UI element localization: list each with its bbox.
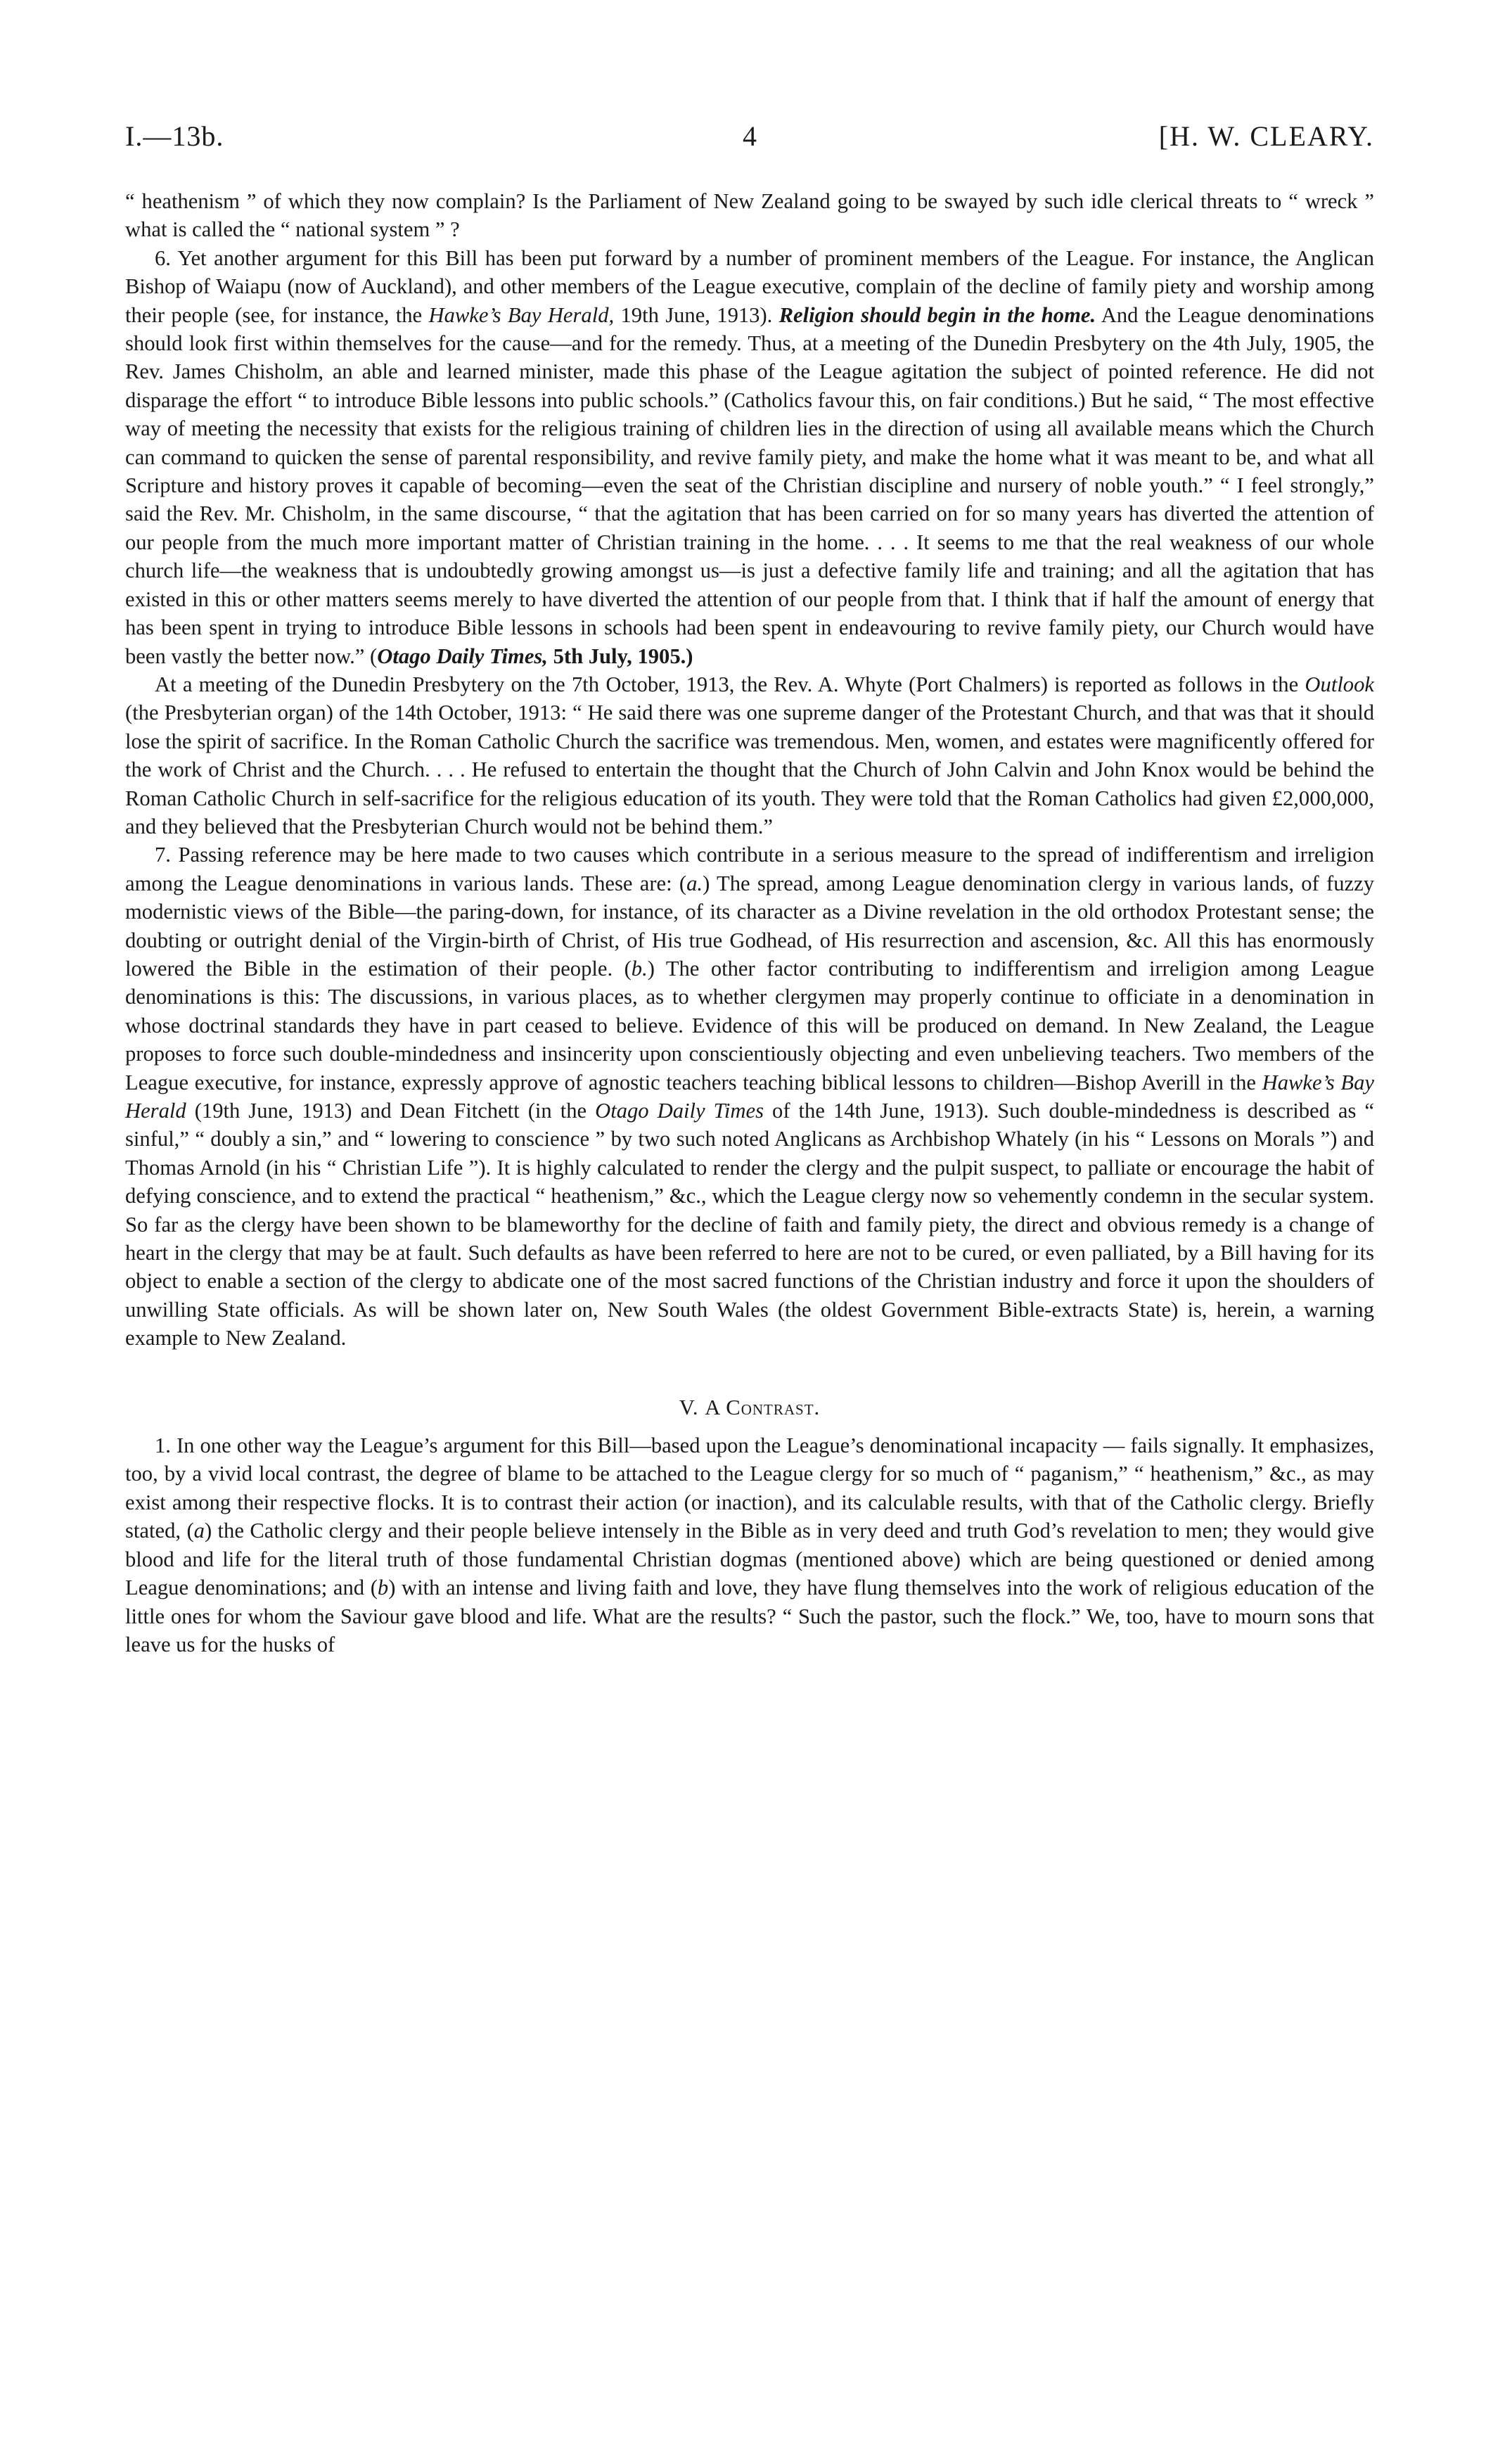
author-name: [H. W. CLEARY. — [1158, 120, 1374, 152]
page-number: 4 — [743, 120, 757, 152]
body-text — [125, 187, 1374, 1659]
paragraph-contrast: 1. In one other way the League’s argument for this Bill—based upon the League’s denominational incapacity — fails signally. It emphasizes, too, by a vivid local contrast, the degree of blame to be attached to the League clergy for so much of “ paganism,” “ heathenism,” &c., as may exist among their respective flocks. It is to contrast their action (or inaction), and its calculable results, with that of the Catholic clergy. Briefly stated, (a) the Catholic clergy and their people believe intensely in the Bible as in very deed and truth God’s revelation to men; they would give blood and life for the literal truth of those fundamental Christian dogmas (mentioned above) which are being questioned or denied among League denominations; and (b) with an intense and living faith and love, they have flung themselves into the work of religious education of the little ones for whom the Saviour gave blood and life. What are the results? “ Such the pastor, such the flock.” We, too, have to mourn sons that leave us for the husks of — [125, 1433, 1374, 1656]
paragraph-indifferentism: 7. Passing reference may be here made to two causes which contribute in a serious measure to the spread of indifferentism and irreligion among the League denominations in various lands. These are: (a.) The spread, among League denomination clergy in various lands, of fuzzy modernistic views of the Bible—the paring-down, for instance, of its character as a Divine revelation in the old orthodox Protestant sense; the doubting or outright denial of the Virgin-birth of Christ, of His true Godhead, of His resurrection and ascension, &c. All this has enormously lowered the Bible in the estimation of their people. (b.) The other factor contributing to indifferentism and irreligion among League denominations is this: The discussions, in various places, as to whether clergymen may properly continue to officiate in a denomination in whose doctrinal standards they have in part ceased to believe. Evidence of this will be produced on demand. In New Zealand, the League proposes to force such double-mindedness and insincerity upon conscientiously objecting and even unbelieving teachers. Two members of the League executive, for instance, expressly approve of agnostic teachers teaching biblical lessons to children—Bishop Averill in the Hawke’s Bay Herald (19th June, 1913) and Dean Fitchett (in the Otago Daily Times of the 14th June, 1913). Such double-mindedness is described as “ sinful,” “ doubly a sin,” and “ lowering to conscience ” by two such noted Anglicans as Archbishop Whately (in his “ Lessons on Morals ”) and Thomas Arnold (in his “ Christian Life ”). It is highly calculated to render the clergy and the pulpit suspect, to palliate or encourage the habit of defying conscience, and to extend the practical “ heathenism,” &c., which the League clergy now so vehemently condemn in the secular system. So far as the clergy have been shown to be blameworthy for the decline of faith and family piety, the direct and obvious remedy is a change of heart in the clergy that may be at fault. Such defaults as have been referred to here are not to be cured, or even palliated, by a Bill having for its object to enable a section of the clergy to abdicate one of the most sacred functions of the Christian industry and force it upon the shoulders of unwilling State officials. As will be shown later on, New South Wales (the oldest Government Bible-extracts State) is, herein, a warning example to New Zealand. — [125, 843, 1374, 1350]
document-reference: I.—13b. — [125, 120, 224, 152]
section-heading: V. A Contrast. — [679, 1395, 821, 1419]
page-header — [125, 120, 1374, 162]
paragraph-family-piety: 6. Yet another argument for this Bill has been put forward by a number of prominent members of the League. For instance, the Anglican Bishop of Waiapu (now of Auckland), and other members of the League executive, complain of the decline of family piety and worship among their people (see, for instance, the Hawke’s Bay Herald, 19th June, 1913). Religion should begin in the home. And the League denominations should look first within themselves for the cause—and for the remedy. Thus, at a meeting of the Dunedin Presbytery on the 4th July, 1905, the Rev. James Chisholm, an able and learned minister, made this phase of the League agitation the subject of pointed reference. He did not disparage the effort “ to introduce Bible lessons into public schools.” (Catholics favour this, on fair conditions.) But he said, “ The most effective way of meeting the necessity that exists for the religious training of children lies in the direction of using all available means which the Church can command to quicken the sense of parental responsibility, and revive family piety, and make the home what it was meant to be, and what all Scripture and history proves it capable of becoming—even the seat of the Christian discipline and nursery of noble youth.” “ I feel strongly,” said the Rev. Mr. Chisholm, in the same discourse, “ that the agitation that has been carried on for so many years has diverted the attention of our people from the much more important matter of Christian training in the home. . . . It seems to me that the real weakness of our whole church life—the weakness that is undoubtedly growing amongst us—is just a defective family life and training; and all the agitation that has existed in this or other matters seems merely to have diverted the attention of our people from that. I think that if half the amount of energy that has been spent in trying to introduce Bible lessons in schools had been spent in endeavouring to revive family piety, our Church would have been vastly the better now.” (Otago Daily Times, 5th July, 1905.) — [125, 245, 1374, 668]
paragraph-heathenism-continuation: “ heathenism ” of which they now complain? Is the Parliament of New Zealand going to be swayed by such idle clerical threats to “ wreck ” what is called the “ national system ” ? — [125, 189, 1374, 242]
paragraph-dunedin-presbytery: At a meeting of the Dunedin Presbytery on the 7th October, 1913, the Rev. A. Whyte (Port Chalmers) is reported as follows in the Outlook (the Presbyterian organ) of the 14th October, 1913: “ He said there was one supreme danger of the Protestant Church, and that was that it should lose the spirit of sacrifice. In the Roman Catholic Church the sacrifice was tremendous. Men, women, and estates were magnificently offered for the work of Christ and the Church. . . . He refused to entertain the thought that the Church of John Calvin and John Knox would be behind the Roman Catholic Church in self-sacrifice for the religious education of its youth. They were told that the Roman Catholics had given £2,000,000, and they believed that the Presbyterian Church would not be behind them.” — [125, 672, 1374, 838]
